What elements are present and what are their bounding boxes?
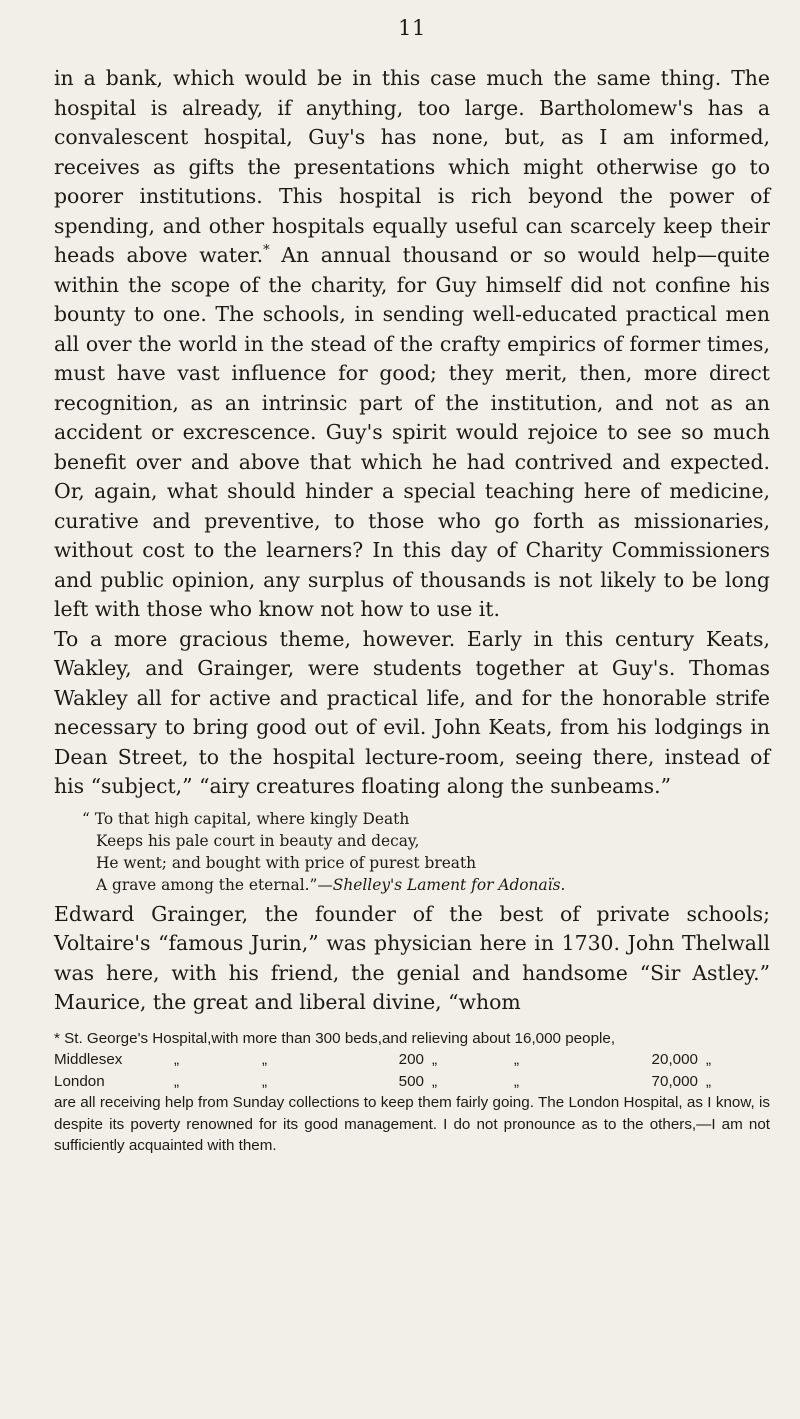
quote-attribution: —Shelley's Lament for Adonaïs.	[317, 875, 566, 894]
poem-line: Keeps his pale court in beauty and decay,	[96, 831, 420, 850]
footnote-text: are all receiving help from Sunday collections to keep them fairly going. The London Hospital, as I know, is despite its poverty renowned for its good management. I do not pronounce as to the others,—I am not sufficiently acquainted with them.	[54, 1094, 770, 1154]
footnote	[54, 1028, 770, 1157]
poem-line: “ To that high capital, where kingly Death	[82, 809, 410, 828]
poem-line: He went; and bought with price of purest breath	[96, 853, 477, 872]
paragraph	[54, 64, 770, 625]
footnote-table	[54, 1049, 736, 1092]
main-text	[54, 64, 770, 1018]
footnote-row: Middlesex „ „ 200 „ „ 20,000 „	[54, 1051, 712, 1068]
poem-quotation	[82, 808, 770, 896]
footnote-row: London „ „ 500 „ „ 70,000 „	[54, 1072, 712, 1090]
footnote-row: * St. George's Hospital,with more than 300 beds,and relieving about 16,000 people,	[54, 1029, 616, 1047]
paragraph: Edward Grainger, the founder of the best of private schools; Voltaire's “famous Jurin,” was physician here in 1730. John Thelwall was here, with his friend, the genial and handsome “Sir Astley.” Maurice, the great and liberal divine, “whom	[54, 901, 770, 1014]
poem-line: A grave among the eternal.”—Shelley's Lament for Adonaïs.	[96, 875, 566, 894]
paragraph-text: An annual thousand or so would help—quite within the scope of the charity, for Guy himself did not confine his bounty to one. The schools, in sending well-educated practical men all over the world in the stead of the crafty empirics of former times, must have vast influence for good; they merit, then, more direct recognition, as an intrinsic part of the institution, and not as an accident or excrescence. Guy's spirit would rejoice to see so much benefit over and above that which he had contrived and expected. Or, again, what should hinder a special teaching here of medicine, curative and preventive, to those who go forth as missionaries, without cost to the learners? In this day of Charity Commissioners and public opinion, any surplus of thousands is not likely to be long left with those who know not how to use it.	[54, 243, 770, 621]
page-number: 11	[398, 16, 426, 40]
paragraph: To a more gracious theme, however. Early in this century Keats, Wakley, and Grainger, were students together at Guy's. Thomas Wakley all for active and practical life, and for the honorable strife necessary to bring good out of evil. John Keats, from his lodgings in Dean Street, to the hospital lecture-room, seeing there, instead of his “subject,” “airy creatures floating along the sunbeams.”	[54, 626, 770, 798]
paragraph-text: in a bank, which would be in this case much the same thing. The hospital is already, if anything, too large. Bartholomew's has a convalescent hospital, Guy's has none, but, as I am informed, receives as gifts the presentations which might otherwise go to poorer institutions. This hospital is rich beyond the power of spending, and other hospitals equally useful can scarcely keep their heads above water.	[54, 66, 770, 267]
book-page	[54, 14, 770, 1157]
footnote-marker: *	[263, 243, 270, 259]
